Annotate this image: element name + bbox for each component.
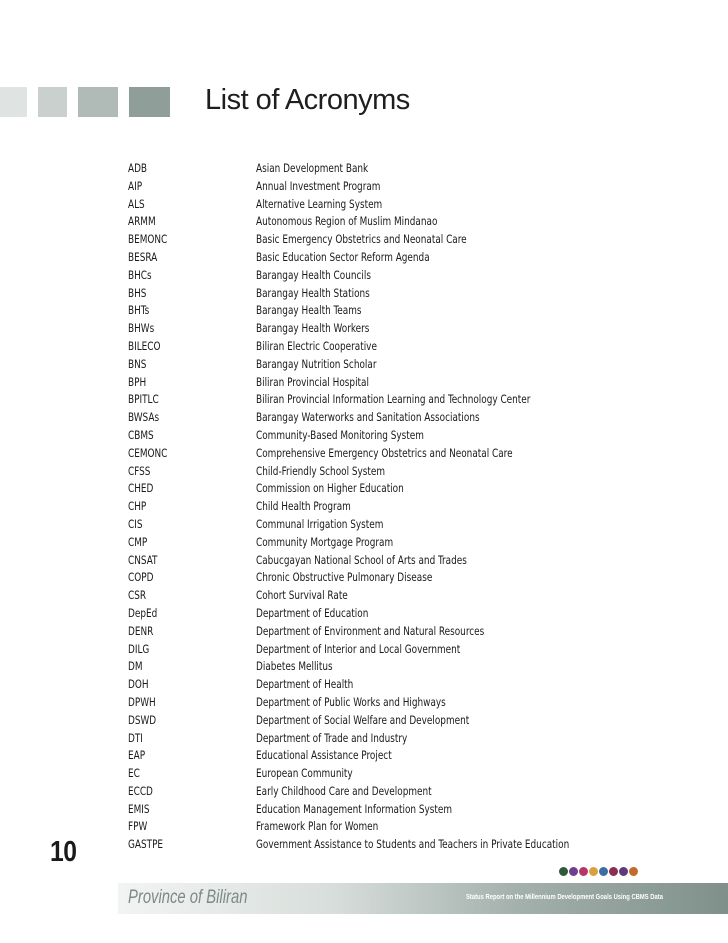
acronym-definition: Barangay Waterworks and Sanitation Associations bbox=[256, 410, 480, 425]
acronym-definition: Department of Health bbox=[256, 677, 354, 692]
acronym-row bbox=[128, 747, 688, 765]
acronym-definition: Early Childhood Care and Development bbox=[256, 783, 432, 798]
acronym-abbreviation: DepEd bbox=[128, 605, 158, 620]
acronym-abbreviation: ECCD bbox=[128, 783, 153, 798]
acronym-definition: Barangay Nutrition Scholar bbox=[256, 356, 377, 371]
acronym-definition: Biliran Provincial Information Learning and Technology Center bbox=[256, 392, 531, 407]
acronym-row bbox=[128, 641, 688, 659]
acronym-definition: Asian Development Bank bbox=[256, 161, 369, 175]
acronym-row bbox=[128, 249, 688, 267]
acronym-definition: Department of Interior and Local Government bbox=[256, 641, 461, 656]
acronym-row bbox=[128, 658, 688, 676]
acronym-row bbox=[128, 836, 688, 854]
acronym-abbreviation: ADB bbox=[128, 161, 148, 175]
acronym-abbreviation: FPW bbox=[128, 819, 148, 834]
acronym-definition: Barangay Health Workers bbox=[256, 321, 370, 336]
acronym-row bbox=[128, 463, 688, 481]
page-title: List of Acronyms bbox=[205, 84, 410, 116]
acronym-abbreviation: DTI bbox=[128, 730, 143, 745]
acronym-definition: Basic Education Sector Reform Agenda bbox=[256, 249, 430, 264]
acronym-abbreviation: DM bbox=[128, 659, 143, 674]
acronym-abbreviation: COPD bbox=[128, 570, 154, 585]
acronym-abbreviation: BHCs bbox=[128, 267, 152, 282]
acronym-definition: Comprehensive Emergency Obstetrics and Neonatal Care bbox=[256, 445, 513, 460]
acronym-row bbox=[128, 196, 688, 214]
acronym-row bbox=[128, 676, 688, 694]
acronym-row bbox=[128, 730, 688, 748]
acronym-row bbox=[128, 480, 688, 498]
acronym-definition: Department of Environment and Natural Resources bbox=[256, 623, 485, 638]
acronym-definition: Department of Social Welfare and Development bbox=[256, 712, 470, 727]
acronym-definition: Chronic Obstructive Pulmonary Disease bbox=[256, 570, 433, 585]
acronym-row bbox=[128, 302, 688, 320]
acronym-abbreviation: CNSAT bbox=[128, 552, 158, 567]
acronym-abbreviation: CBMS bbox=[128, 427, 154, 442]
acronym-abbreviation: ARMM bbox=[128, 214, 156, 229]
acronym-definition: European Community bbox=[256, 766, 353, 781]
mdg-goal-icon bbox=[628, 866, 639, 877]
acronym-definition: Child Health Program bbox=[256, 499, 351, 514]
acronym-abbreviation: CEMONC bbox=[128, 445, 168, 460]
acronym-row bbox=[128, 623, 688, 641]
acronym-row bbox=[128, 160, 688, 178]
acronym-abbreviation: BHTs bbox=[128, 303, 150, 318]
header-stripe-1 bbox=[0, 87, 27, 117]
acronym-abbreviation: BWSAs bbox=[128, 410, 160, 425]
acronym-row bbox=[128, 783, 688, 801]
page-number: 10 bbox=[50, 836, 77, 868]
acronym-abbreviation: DSWD bbox=[128, 712, 157, 727]
header-stripe-4 bbox=[129, 87, 170, 117]
acronym-definition: Government Assistance to Students and Teachers in Private Education bbox=[256, 837, 570, 852]
acronym-abbreviation: BHWs bbox=[128, 321, 155, 336]
acronym-abbreviation: CHP bbox=[128, 499, 147, 514]
header-stripe-3 bbox=[78, 87, 118, 117]
acronym-definition: Autonomous Region of Muslim Mindanao bbox=[256, 214, 438, 229]
acronym-row bbox=[128, 552, 688, 570]
acronym-row bbox=[128, 374, 688, 392]
acronym-definition: Commission on Higher Education bbox=[256, 481, 404, 496]
acronym-abbreviation: BPITLC bbox=[128, 392, 159, 407]
acronym-definition: Department of Education bbox=[256, 605, 369, 620]
acronym-row bbox=[128, 694, 688, 712]
acronym-row bbox=[128, 445, 688, 463]
acronym-abbreviation: BPH bbox=[128, 374, 147, 389]
acronym-abbreviation: BNS bbox=[128, 356, 147, 371]
acronym-row bbox=[128, 356, 688, 374]
acronym-definition: Educational Assistance Project bbox=[256, 748, 392, 763]
header-stripe-2 bbox=[38, 87, 67, 117]
acronym-row bbox=[128, 427, 688, 445]
acronym-row bbox=[128, 587, 688, 605]
acronym-row bbox=[128, 712, 688, 730]
acronym-abbreviation: DPWH bbox=[128, 694, 156, 709]
acronym-definition: Community Mortgage Program bbox=[256, 534, 394, 549]
acronym-definition: Framework Plan for Women bbox=[256, 819, 379, 834]
acronym-row bbox=[128, 178, 688, 196]
acronym-row bbox=[128, 231, 688, 249]
acronym-abbreviation: CIS bbox=[128, 516, 143, 531]
footer-province: Province of Biliran bbox=[128, 887, 248, 908]
acronym-row bbox=[128, 338, 688, 356]
acronym-row bbox=[128, 409, 688, 427]
mdg-icon-row bbox=[558, 866, 638, 878]
acronym-abbreviation: DILG bbox=[128, 641, 150, 656]
acronym-definition: Diabetes Mellitus bbox=[256, 659, 333, 674]
acronym-abbreviation: BILECO bbox=[128, 338, 161, 353]
acronym-abbreviation: CMP bbox=[128, 534, 148, 549]
acronym-row bbox=[128, 818, 688, 836]
acronym-definition: Alternative Learning System bbox=[256, 196, 383, 211]
acronym-definition: Department of Trade and Industry bbox=[256, 730, 408, 745]
acronym-definition: Annual Investment Program bbox=[256, 178, 381, 193]
acronym-definition: Basic Emergency Obstetrics and Neonatal Care bbox=[256, 232, 467, 247]
acronym-row bbox=[128, 569, 688, 587]
acronym-abbreviation: EAP bbox=[128, 748, 146, 763]
acronym-row bbox=[128, 267, 688, 285]
acronym-definition: Biliran Provincial Hospital bbox=[256, 374, 369, 389]
acronym-abbreviation: AIP bbox=[128, 178, 143, 193]
acronym-row bbox=[128, 534, 688, 552]
acronym-definition: Communal Irrigation System bbox=[256, 516, 384, 531]
acronym-definition: Cohort Survival Rate bbox=[256, 588, 348, 603]
acronym-abbreviation: BHS bbox=[128, 285, 147, 300]
acronym-abbreviation: EMIS bbox=[128, 801, 150, 816]
acronym-definition: Community-Based Monitoring System bbox=[256, 427, 424, 442]
acronym-abbreviation: CHED bbox=[128, 481, 154, 496]
acronym-definition: Barangay Health Stations bbox=[256, 285, 370, 300]
acronym-definition: Barangay Health Councils bbox=[256, 267, 371, 282]
acronym-abbreviation: ALS bbox=[128, 196, 145, 211]
acronym-abbreviation: GASTPE bbox=[128, 837, 164, 852]
acronym-row bbox=[128, 801, 688, 819]
acronym-definition: Department of Public Works and Highways bbox=[256, 694, 446, 709]
acronym-definition: Barangay Health Teams bbox=[256, 303, 362, 318]
acronym-definition: Child-Friendly School System bbox=[256, 463, 386, 478]
footer-report-title: Status Report on the Millennium Development Goals Using CBMS Data bbox=[466, 892, 663, 901]
acronym-abbreviation: DOH bbox=[128, 677, 149, 692]
acronym-abbreviation: EC bbox=[128, 766, 140, 781]
acronym-abbreviation: DENR bbox=[128, 623, 154, 638]
acronym-row bbox=[128, 391, 688, 409]
acronym-row bbox=[128, 516, 688, 534]
acronym-list bbox=[128, 160, 688, 854]
acronym-row bbox=[128, 213, 688, 231]
acronym-abbreviation: BESRA bbox=[128, 249, 158, 264]
acronym-row bbox=[128, 285, 688, 303]
acronym-definition: Cabucgayan National School of Arts and Trades bbox=[256, 552, 467, 567]
acronym-row bbox=[128, 498, 688, 516]
acronym-row bbox=[128, 765, 688, 783]
acronym-abbreviation: BEMONC bbox=[128, 232, 168, 247]
acronym-definition: Education Management Information System bbox=[256, 801, 453, 816]
acronym-row bbox=[128, 320, 688, 338]
acronym-definition: Biliran Electric Cooperative bbox=[256, 338, 377, 353]
acronym-row bbox=[128, 605, 688, 623]
acronym-abbreviation: CSR bbox=[128, 588, 147, 603]
acronym-abbreviation: CFSS bbox=[128, 463, 151, 478]
